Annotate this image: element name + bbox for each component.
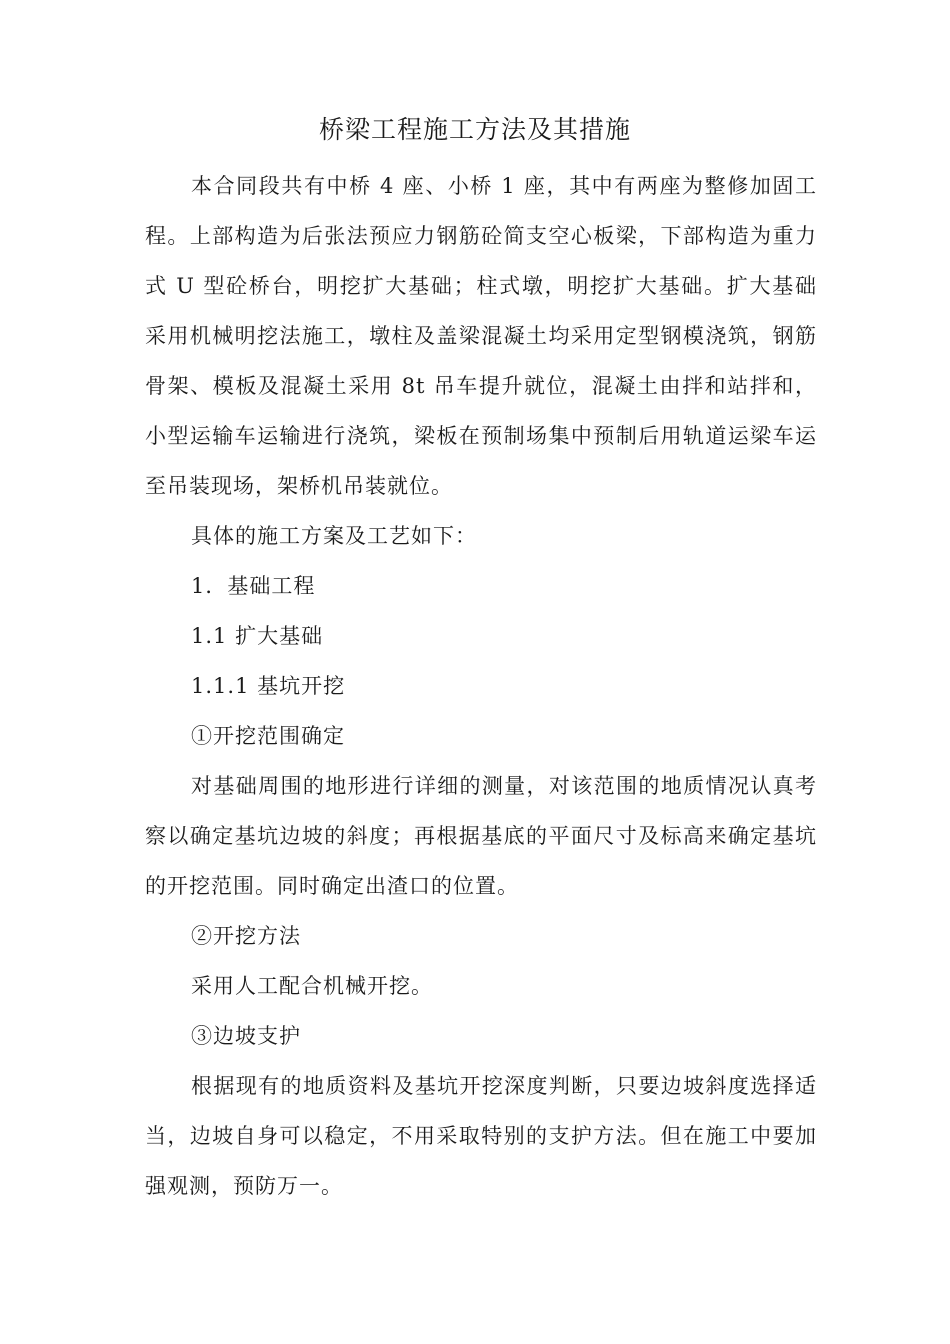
page-title: 桥梁工程施工方法及其措施 xyxy=(318,115,631,144)
paragraph-slope-support: 根据现有的地质资料及基坑开挖深度判断，只要边坡斜度选择适当，边坡自身可以稳定，不用采取特别的支护方法。但在施工中要加强观测，预防万一。 xyxy=(145,1074,817,1198)
document-body xyxy=(145,161,817,1211)
paragraph-excavation-method: 采用人工配合机械开挖。 xyxy=(191,974,433,998)
paragraph-intro: 具体的施工方案及工艺如下： xyxy=(191,524,477,548)
paragraph-excavation-scope: 对基础周围的地形进行详细的测量，对该范围的地质情况认真考察以确定基坑边坡的斜度；再根据基底的平面尺寸及标高来确定基坑的开挖范围。同时确定出渣口的位置。 xyxy=(145,774,817,898)
heading-spread-foundation: 1.1 扩大基础 xyxy=(191,624,324,648)
subheading-excavation-scope: ①开挖范围确定 xyxy=(191,724,345,748)
subheading-slope-support: ③边坡支护 xyxy=(191,1024,301,1048)
paragraph-overview: 本合同段共有中桥 4 座、小桥 1 座，其中有两座为整修加固工程。上部构造为后张法预应力钢筋砼简支空心板梁，下部构造为重力式 U 型砼桥台，明挖扩大基础；柱式墩，明挖扩大基础。扩大基础采用机械明挖法施工，墩柱及盖梁混凝土均采用定型钢模浇筑，钢筋骨架、模板及混凝土采用 8t 吊车提升就位，混凝土由拌和站拌和，小型运输车运输进行浇筑，梁板在预制场集中预制后用轨道运梁车运至吊装现场，架桥机吊装就位。 xyxy=(145,174,817,498)
subheading-excavation-method: ②开挖方法 xyxy=(191,924,301,948)
heading-pit-excavation: 1.1.1 基坑开挖 xyxy=(191,674,346,698)
heading-foundation-works: 1．基础工程 xyxy=(191,574,316,598)
